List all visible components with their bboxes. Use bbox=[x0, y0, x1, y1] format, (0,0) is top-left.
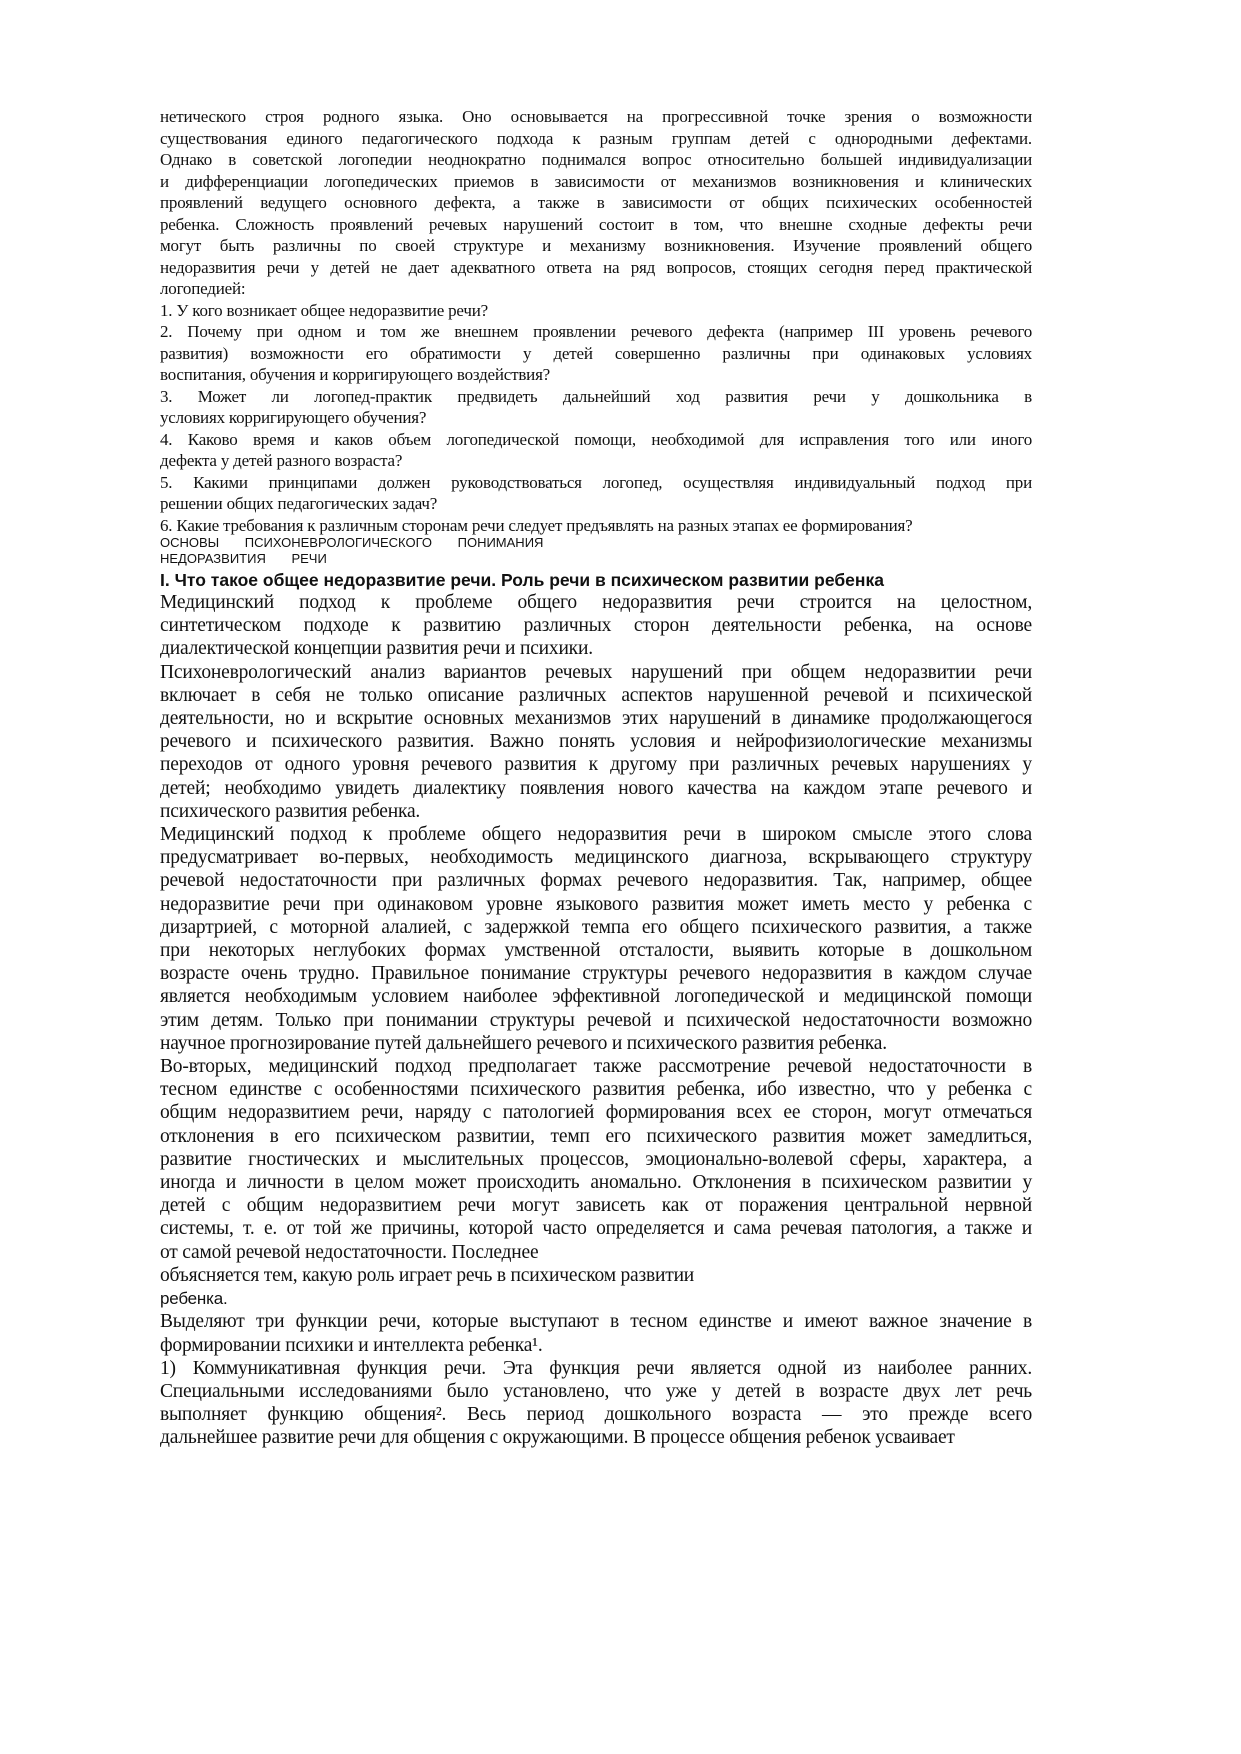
paragraph bbox=[160, 1055, 1032, 1264]
paragraph bbox=[160, 1310, 1032, 1356]
text-line: от самой речевой недостаточности. Последнее bbox=[160, 1241, 539, 1263]
text-line: 3. Может ли логопед-практик предвидеть дальнейший ход развития речи у дошкольника в bbox=[160, 386, 1032, 406]
text-line: включает в себя не только описание различных аспектов нарушенной речевой и психической bbox=[160, 684, 1032, 706]
text-line: детей; необходимо увидеть диалектику появления нового качества на каждом этапе речевого и bbox=[160, 777, 1032, 799]
paragraph bbox=[160, 386, 1032, 429]
text-line: переходов от одного уровня речевого развития к другому при различных речевых нарушениях у bbox=[160, 754, 1032, 776]
paragraph bbox=[160, 591, 1032, 661]
text-line: формировании психики и интеллекта ребенка¹. bbox=[160, 1334, 543, 1356]
text-line: существования единого педагогического подхода к разным группам детей с однородными дефектами. bbox=[160, 128, 1032, 148]
text-line: Однако в советской логопедии неоднократно поднимался вопрос относительно большей индивидуализации bbox=[160, 150, 1032, 169]
text-line: научное прогнозирование путей дальнейшего речевого и психического развития ребенка. bbox=[160, 1032, 887, 1054]
text-line: отклонения в его психическом развитии, темп его психического развития может замедлиться, bbox=[160, 1125, 1032, 1147]
text-line: развития) возможности его обратимости у детей совершенно различны при одинаковых условиях bbox=[160, 343, 1032, 363]
paragraph bbox=[160, 661, 1032, 823]
text-line: Медицинский подход к проблеме общего недоразвития речи строится на целостном, bbox=[160, 592, 1032, 613]
text-line: речевого и психического развития. Важно понять условия и нейрофизиологические механизмы bbox=[160, 731, 1032, 753]
text-line: и дифференциации логопедических приемов в зависимости от механизмов возникновения и клинических bbox=[160, 171, 1032, 191]
paragraph bbox=[160, 1357, 1032, 1450]
text-line: выполняет функцию общения². Весь период дошкольного возраста — это прежде всего bbox=[160, 1404, 1032, 1426]
text-line: дизартрией, с моторной алалией, с задержкой темпа его общего психического развития, а также bbox=[160, 916, 1032, 938]
text-line: Медицинский подход к проблеме общего недоразвития речи в широком смысле этого слова bbox=[160, 824, 1032, 846]
text-line: при некоторых неглубоких формах умственной отсталости, выявить которые в дошкольном bbox=[160, 940, 1032, 962]
text-line: ребенка. bbox=[160, 1289, 228, 1309]
paragraph bbox=[160, 300, 1032, 322]
text-line: 4. Каково время и каков объем логопедической помощи, необходимой для исправления того или иного bbox=[160, 429, 1032, 449]
text-line: решении общих педагогических задач? bbox=[160, 494, 438, 513]
text-line: 1) Коммуникативная функция речи. Эта функция речи является одной из наиболее ранних. bbox=[160, 1357, 1032, 1379]
paragraph bbox=[160, 823, 1032, 1055]
text-line: дальнейшее развитие речи для общения с окружающими. В процессе общения ребенок усваивает bbox=[160, 1427, 955, 1449]
text-line: синтетическом подходе к развитию различных сторон деятельности ребенка, на основе bbox=[160, 615, 1032, 637]
text-line: условиях корригирующего обучения? bbox=[160, 408, 427, 427]
text-line: ребенка. Сложность проявлений речевых нарушений состоит в том, что внешне сходные дефекты речи bbox=[160, 214, 1032, 234]
text-line: 2. Почему при одном и том же внешнем проявлении речевого дефекта (например III уровень речевого bbox=[160, 322, 1032, 341]
text-line: 1. У кого возникает общее недоразвитие речи? bbox=[160, 300, 488, 320]
text-line: воспитания, обучения и корригирующего воздействия? bbox=[160, 365, 551, 384]
text-line: Психоневрологический анализ вариантов речевых нарушений при общем недоразвитии речи bbox=[160, 661, 1032, 683]
paragraph bbox=[160, 106, 1032, 300]
text-line: иногда и личности в целом может происходить аномально. Отклонения в психическом развитии у bbox=[160, 1172, 1032, 1194]
text-line: Во-вторых, медицинский подход предполагает также рассмотрение речевой недостаточности в bbox=[160, 1056, 1032, 1078]
section-caps-title bbox=[160, 535, 1032, 567]
text-line: психического развития ребенка. bbox=[160, 800, 421, 822]
text-line: развитие гностических и мыслительных процессов, эмоционально-волевой сферы, характера, а bbox=[160, 1148, 1032, 1170]
caps-line: ОСНОВЫ ПСИХОНЕВРОЛОГИЧЕСКОГО ПОНИМАНИЯ bbox=[160, 535, 544, 550]
text-line: детей с общим недоразвитием речи могут зависеть как от поражения центральной нервной bbox=[160, 1195, 1032, 1217]
text-line: дефекта у детей разного возраста? bbox=[160, 451, 403, 470]
text-line: общим недоразвитием речи, наряду с патологией формирования всех ее сторон, могут отмечаться bbox=[160, 1102, 1032, 1124]
text-line: объясняется тем, какую роль играет речь в психическом развитии bbox=[160, 1264, 695, 1286]
paragraph bbox=[160, 1287, 1032, 1310]
paragraph bbox=[160, 1264, 1032, 1287]
text-line: речевой недостаточности при различных формах речевого недоразвития. Так, например, общее bbox=[160, 870, 1032, 892]
text-line: деятельности, но и вскрытие основных механизмов этих нарушений в динамике продолжающегося bbox=[160, 708, 1032, 730]
text-line: 6. Какие требования к различным сторонам речи следует предъявлять на разных этапах ее формирования? bbox=[160, 515, 913, 535]
text-line: этим детям. Только при понимании структуры речевой и психической недостаточности возможно bbox=[160, 1009, 1032, 1031]
paragraph bbox=[160, 515, 1032, 537]
text-line: могут быть различны по своей структуре и механизму возникновения. Изучение проявлений общего bbox=[160, 236, 1032, 255]
text-line: Специальными исследованиями было установлено, что уже у детей в возрасте двух лет речь bbox=[160, 1380, 1032, 1402]
text-line: предусматривает во-первых, необходимость медицинского диагноза, вскрывающего структуру bbox=[160, 847, 1032, 869]
section-heading: I. Что такое общее недоразвитие речи. Роль речи в психическом развитии ребенка bbox=[160, 570, 884, 590]
text-line: логопедией: bbox=[160, 279, 246, 298]
text-line: является необходимым условием наиболее эффективной логопедической и медицинской помощи bbox=[160, 986, 1032, 1008]
intro-text bbox=[160, 106, 1032, 536]
text-line: нетического строя родного языка. Оно основывается на прогрессивной точке зрения о возможности bbox=[160, 107, 1032, 126]
paragraph bbox=[160, 429, 1032, 472]
text-line: тесном единстве с особенностями психического развития ребенка, ибо известно, что у ребенка с bbox=[160, 1079, 1032, 1101]
text-line: недоразвитие речи при одинаковом уровне языкового развития может иметь место у ребенка с bbox=[160, 893, 1032, 915]
text-line: 5. Какими принципами должен руководствоваться логопед, осуществляя индивидуальный подход при bbox=[160, 472, 1032, 492]
text-line: проявлений ведущего основного дефекта, а также в зависимости от общих психических особенностей bbox=[160, 193, 1032, 212]
text-line: возрасте очень трудно. Правильное понимание структуры речевого недоразвития в каждом случае bbox=[160, 963, 1032, 985]
text-line: недоразвития речи у детей не дает адекватного ответа на ряд вопросов, стоящих сегодня перед практической bbox=[160, 257, 1032, 277]
paragraph bbox=[160, 472, 1032, 515]
text-line: системы, т. е. от той же причины, которой часто определяется и сама речевая патология, а также и bbox=[160, 1218, 1032, 1240]
body-text bbox=[160, 591, 1032, 1450]
caps-line: НЕДОРАЗВИТИЯ РЕЧИ bbox=[160, 551, 327, 566]
text-line: Выделяют три функции речи, которые выступают в тесном единстве и имеют важное значение в bbox=[160, 1311, 1032, 1333]
paragraph bbox=[160, 321, 1032, 386]
text-line: диалектической концепции развития речи и психики. bbox=[160, 638, 593, 660]
